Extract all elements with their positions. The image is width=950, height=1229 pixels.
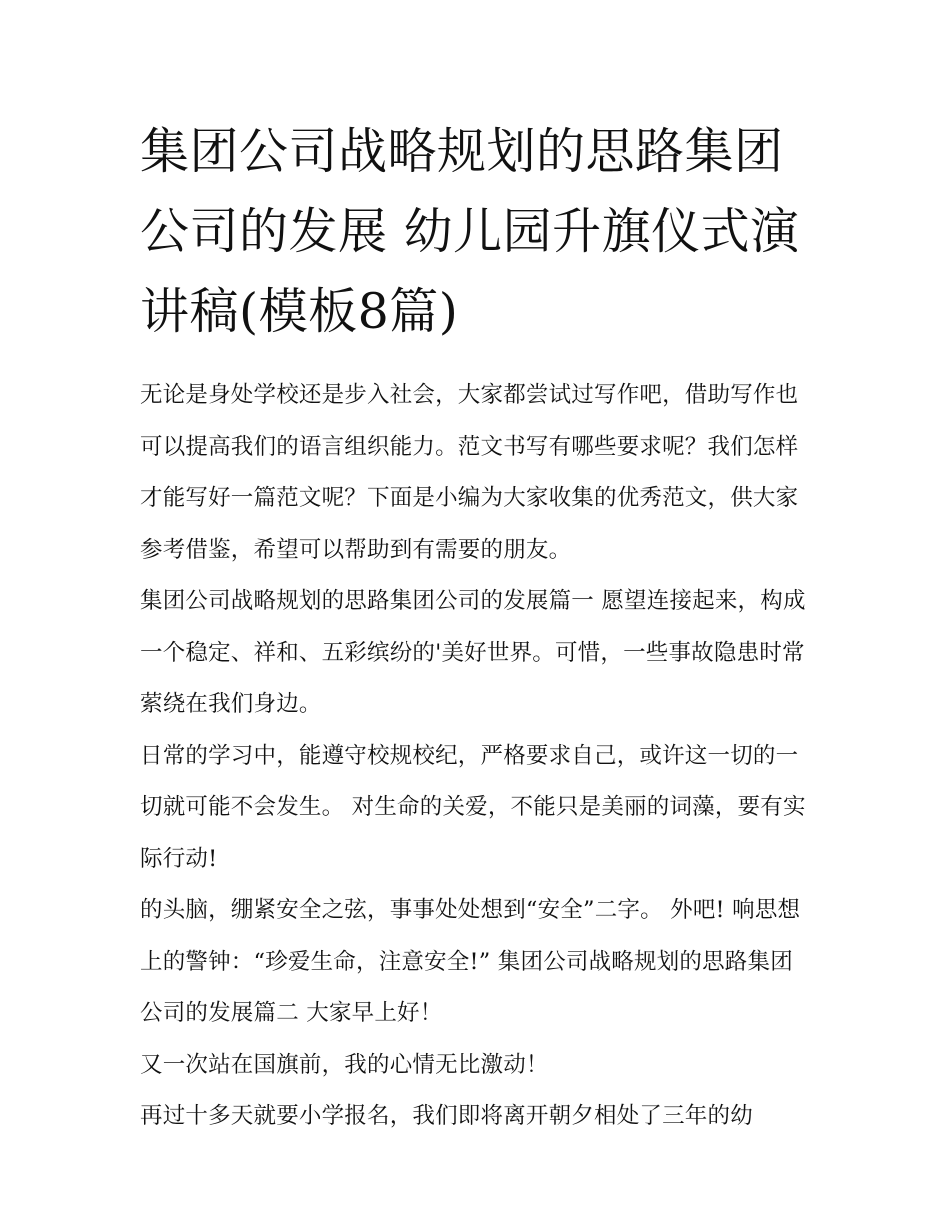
body-paragraph: 日常的学习中，能遵守校规校纪，严格要求自己，或许这一切的一切就可能不会发生。 对生命的关爱，不能只是美丽的词藻，要有实际行动!: [140, 742, 806, 872]
body-paragraph: 又一次站在国旗前，我的心情无比激动！: [140, 1051, 549, 1078]
body-paragraph: 再过十多天就要小学报名，我们即将离开朝夕相处了三年的幼: [140, 1103, 753, 1129]
document-page: [140, 112, 815, 1143]
document-body: [140, 370, 815, 1143]
body-paragraph: 集团公司战略规划的思路集团公司的发展篇一 愿望连接起来，构成一个稳定、祥和、五彩缤纷的'美好世界。可惜，一些事故隐患时常萦绕在我们身边。: [140, 588, 806, 717]
body-paragraph: 的头脑，绷紧安全之弦，事事处处想到“安全”二字。 外吧! 响思想上的警钟：“珍爱生命，注意安全!” 集团公司战略规划的思路集团公司的发展篇二 大家早上好！: [140, 897, 801, 1026]
body-paragraph: 无论是身处学校还是步入社会，大家都尝试过写作吧，借助写作也可以提高我们的语言组织能力。范文书写有哪些要求呢？我们怎样才能写好一篇范文呢？下面是小编为大家收集的优秀范文，供大家参考借鉴，希望可以帮助到有需要的朋友。: [140, 382, 799, 563]
document-title: 集团公司战略规划的思路集团公司的发展 幼儿园升旗仪式演讲稿(模板8篇): [140, 123, 800, 340]
